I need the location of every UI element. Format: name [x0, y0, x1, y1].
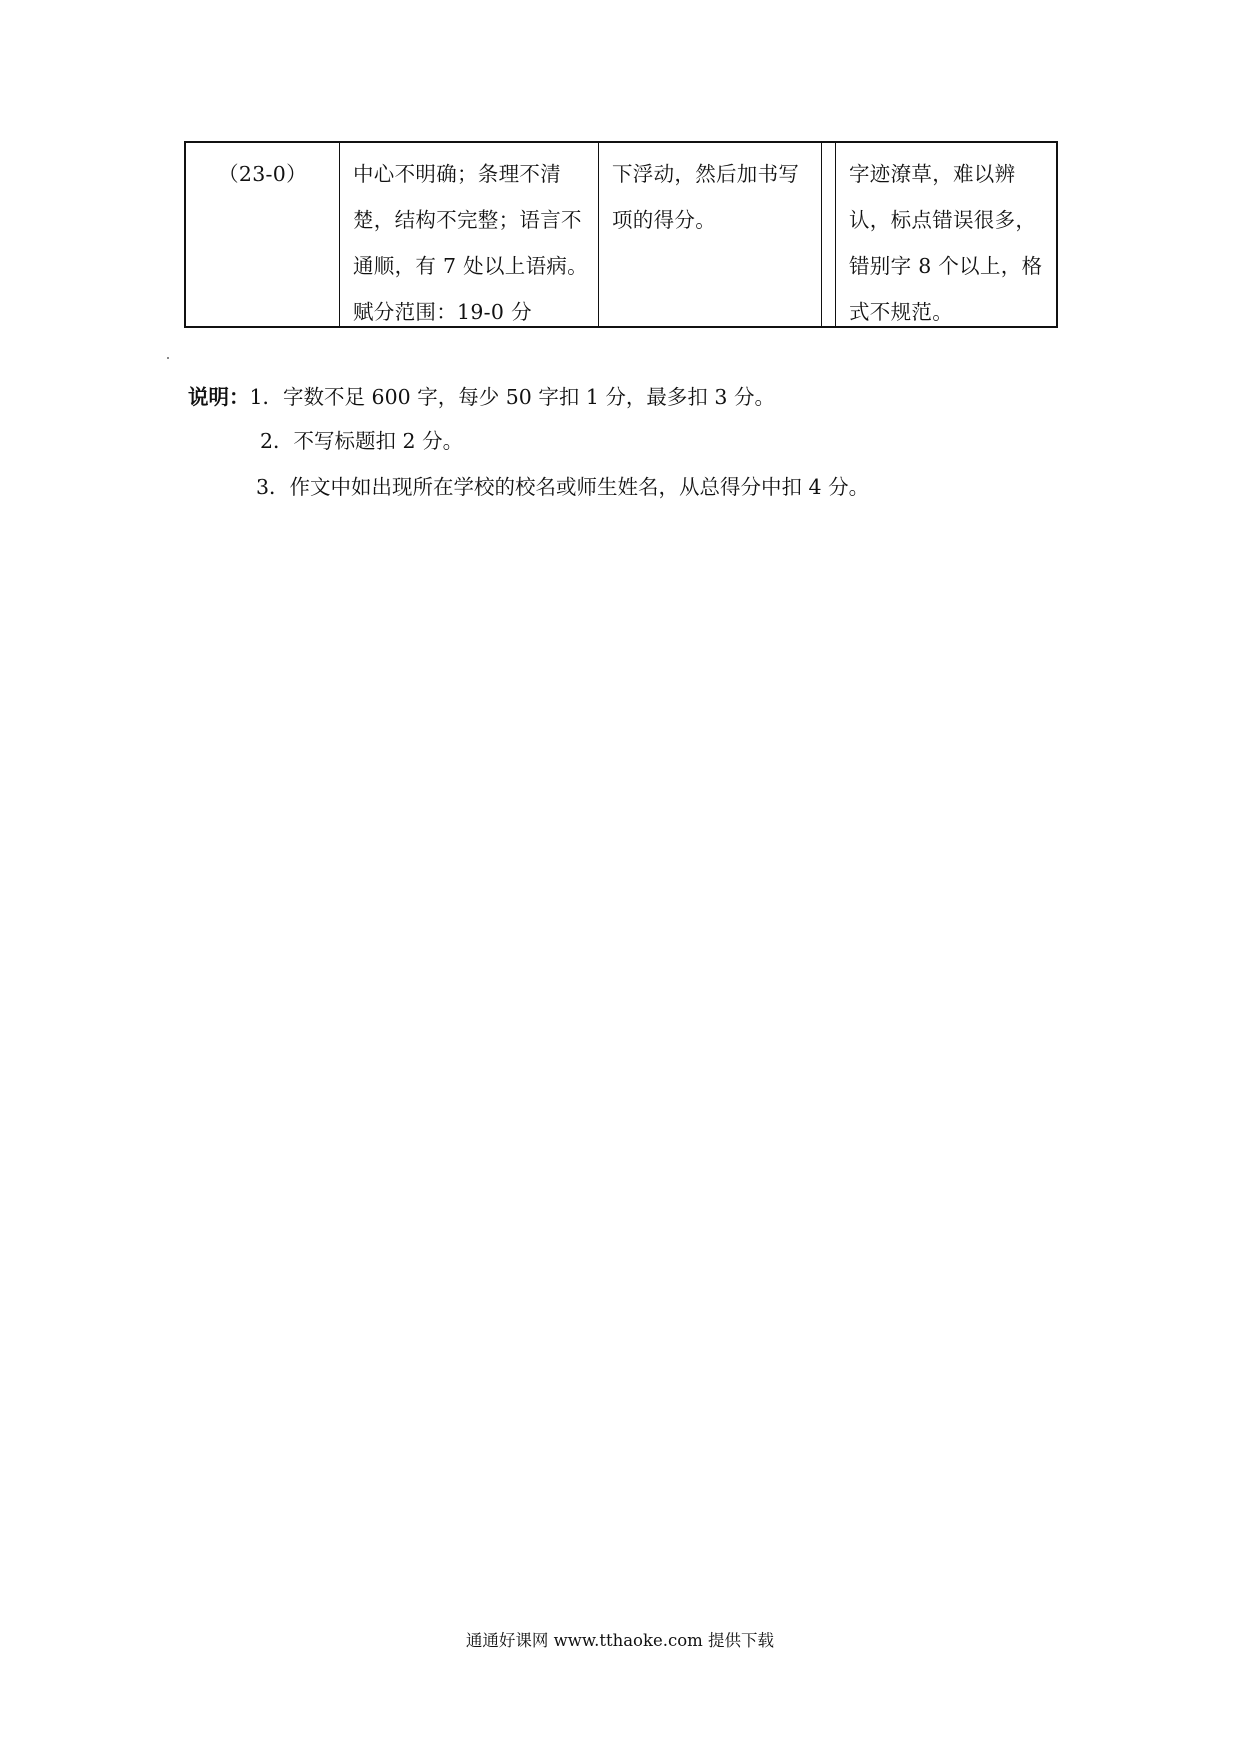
notes-label: 说明：: [188, 385, 250, 409]
spacer-cell: [822, 143, 836, 326]
grading-table: [184, 141, 1058, 328]
page-footer: 通通好课网 www.tthaoke.com 提供下载: [465, 1631, 775, 1650]
note-item-1: [188, 383, 775, 411]
scoring-method-text: 下浮动，然后加书写项的得分。: [612, 162, 800, 232]
score-range-text: （23-0）: [218, 162, 307, 186]
note-text-3: 3．作文中如出现所在学校的校名或师生姓名，从总得分中扣 4 分。: [256, 475, 870, 499]
scan-speck: [167, 357, 169, 359]
note-text-1: 1．字数不足 600 字，每少 50 字扣 1 分，最多扣 3 分。: [249, 385, 775, 409]
writing-criteria-text: 字迹潦草，难以辨认，标点错误很多，错别字 8 个以上，格式不规范。: [849, 162, 1043, 324]
note-text-2: 2．不写标题扣 2 分。: [260, 429, 464, 453]
scoring-method-cell: [599, 143, 822, 326]
note-item-2: [260, 427, 463, 455]
content-criteria-text: 中心不明确；条理不清楚，结构不完整；语言不通顺，有 7 处以上语病。 赋分范围：19-0 分: [353, 162, 588, 324]
writing-criteria-cell: [836, 143, 1056, 326]
note-item-3: [256, 473, 869, 501]
content-criteria-cell: [340, 143, 599, 326]
score-range-cell: [186, 143, 340, 326]
